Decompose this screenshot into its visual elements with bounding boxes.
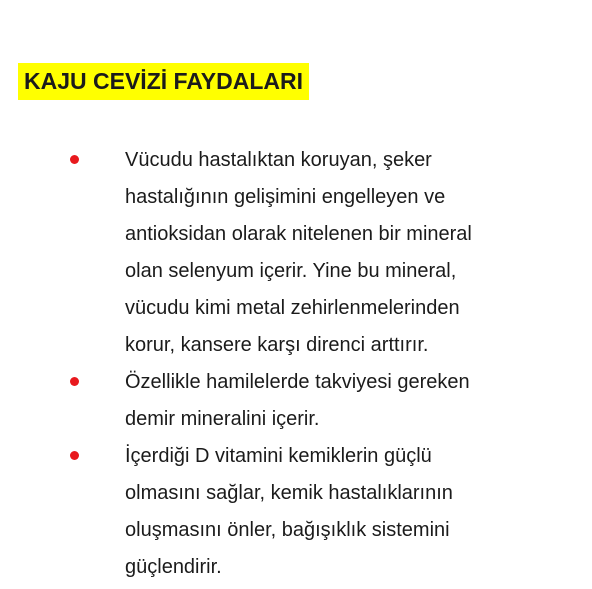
list-item-line: korur, kansere karşı direnci arttırır. [125,334,429,356]
list-item [70,142,570,364]
list-item-line: güçlendirir. [125,556,222,578]
list-item-line: İçerdiği D vitamini kemiklerin güçlü [125,445,432,467]
list-item-line: olan selenyum içerir. Yine bu mineral, [125,260,457,282]
bullet-dot-icon [70,451,79,460]
list-item-line: antioksidan olarak nitelenen bir mineral [125,223,472,245]
list-item-line: vücudu kimi metal zehirlenmelerinden [125,297,460,319]
list-item [70,438,570,586]
list-item-line: Vücudu hastalıktan koruyan, şeker [125,149,432,171]
list-item-line: demir mineralini içerir. [125,408,320,430]
title-highlight [18,63,309,100]
bullet-dot-icon [70,377,79,386]
bullet-dot-icon [70,155,79,164]
list-item-line: olmasını sağlar, kemik hastalıklarının [125,482,453,504]
benefits-list [70,142,570,586]
page-title: KAJU CEVİZİ FAYDALARI [24,68,304,94]
list-item [70,364,570,438]
list-item-line: Özellikle hamilelerde takviyesi gereken [125,371,470,393]
list-item-line: hastalığının gelişimini engelleyen ve [125,186,446,208]
list-item-line: oluşmasını önler, bağışıklık sistemini [125,519,450,541]
